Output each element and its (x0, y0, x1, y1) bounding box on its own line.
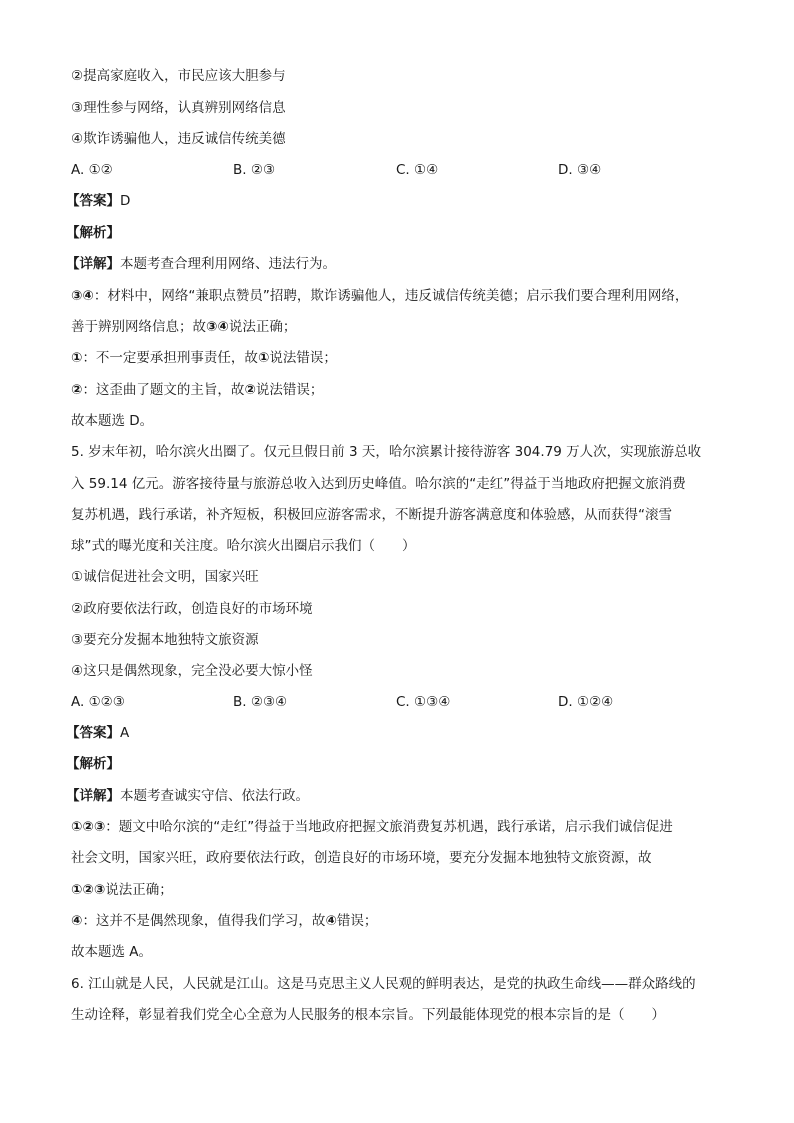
q5-explanation-line (71, 880, 734, 900)
q4-choice-item: ③理性参与网络，认真辨别网络信息 (71, 100, 286, 116)
explanation-text: 说法正确； (105, 882, 173, 898)
q4-choice-item: ④欺诈诱骗他人，违反诚信传统美德 (71, 131, 286, 147)
q5-stem-line: 入 59.14 亿元。游客接待量与旅游总收入达到历史峰值。哈尔滨的“走红”得益于当地政府把握文旅消费 (71, 476, 686, 492)
q5-detail-line (66, 786, 734, 806)
q4-choice-item: ②提高家庭收入，市民应该大胆参与 (71, 68, 286, 84)
analysis-tag: 【解析】 (66, 756, 120, 772)
explanation-marks: ③④ (71, 288, 94, 304)
explanation-marks: ② (71, 382, 83, 398)
q6-stem-line: 6. 江山就是人民，人民就是江山。这是马克思主义人民观的鲜明表达，是党的执政生命线——群众路线的 (71, 976, 696, 992)
explanation-marks: ④ (325, 913, 337, 929)
q5-stem-line: 复苏机遇，践行承诺，补齐短板，积极回应游客需求，不断提升游客满意度和体验感，从而获得“滚雪 (71, 507, 672, 523)
explanation-marks: ① (257, 350, 270, 366)
q5-choice-item: ①诚信促进社会文明，国家兴旺 (71, 569, 259, 585)
detail-text: 本题考查合理利用网络、违法行为。 (120, 256, 336, 272)
explanation-text: 错误； (336, 913, 378, 929)
answer-tag: 【答案】 (66, 725, 120, 741)
q4-option-a: A. ①② (71, 162, 113, 178)
explanation-text: 说法错误； (255, 382, 324, 398)
q5-option-c: C. ①③④ (396, 694, 451, 710)
q4-conclusion: 故本题选 D。 (71, 413, 154, 429)
q4-explanation-line (71, 380, 734, 400)
explanation-text: 说法正确； (228, 319, 297, 335)
q5-explanation-line (71, 911, 734, 931)
explanation-text: ：这歪曲了题文的主旨，故 (82, 382, 245, 398)
q4-explanation-line (71, 317, 734, 337)
explanation-text: ：材料中，网络“兼职点赞员”招聘，欺诈诱骗他人，违反诚信传统美德；启示我们要合理利用网络， (93, 288, 689, 304)
explanation-text: ：题文中哈尔滨的“走红”得益于当地政府把握文旅消费复苏机遇，践行承诺，启示我们诚信促进 (105, 819, 673, 835)
detail-text: 本题考查诚实守信、依法行政。 (120, 788, 309, 804)
explanation-marks: ③④ (206, 319, 229, 335)
answer-tag: 【答案】 (66, 193, 120, 209)
explanation-text: ：不一定要承担刑事责任，故 (82, 350, 258, 366)
explanation-marks: ② (244, 382, 256, 398)
answer-value: A (120, 725, 130, 741)
q5-option-d: D. ①②④ (558, 694, 614, 710)
q4-option-c: C. ①④ (396, 162, 439, 178)
q5-explanation-line (71, 817, 734, 837)
analysis-tag: 【解析】 (66, 225, 120, 241)
explanation-marks: ④ (71, 913, 83, 929)
q4-answer-line (66, 191, 734, 211)
explanation-text: 说法错误； (269, 350, 337, 366)
q5-option-a: A. ①②③ (71, 694, 125, 710)
q5-option-b: B. ②③④ (233, 694, 288, 710)
explanation-text: ：这并不是偶然现象，值得我们学习，故 (82, 913, 326, 929)
q6-stem-line: 生动诠释，彰显着我们党全心全意为人民服务的根本宗旨。下列最能体现党的根本宗旨的是（ ） (71, 1007, 665, 1023)
explanation-text: 善于辨别网络信息；故 (71, 319, 206, 335)
q4-option-b: B. ②③ (233, 162, 276, 178)
q5-answer-line (66, 723, 734, 743)
answer-value: D (120, 193, 131, 209)
q5-choice-item: ③要充分发掘本地独特文旅资源 (71, 632, 259, 648)
q5-stem-line: 5. 岁末年初，哈尔滨火出圈了。仅元旦假日前 3 天，哈尔滨累计接待游客 304.79 万人次，实现旅游总收 (71, 444, 702, 460)
q4-detail-line (66, 254, 734, 274)
q4-explanation-line (71, 286, 734, 306)
explanation-marks: ①②③ (71, 819, 106, 835)
q5-choice-item: ②政府要依法行政，创造良好的市场环境 (71, 601, 313, 617)
q5-conclusion: 故本题选 A。 (71, 944, 153, 960)
explanation-marks: ① (71, 350, 83, 366)
q4-explanation-line (71, 348, 734, 368)
detail-tag: 【详解】 (66, 256, 120, 272)
q5-explanation-line: 社会文明，国家兴旺，政府要依法行政，创造良好的市场环境，要充分发掘本地独特文旅资源，故 (71, 850, 652, 866)
q4-option-d: D. ③④ (558, 162, 602, 178)
q5-choice-item: ④这只是偶然现象，完全没必要大惊小怪 (71, 663, 313, 679)
detail-tag: 【详解】 (66, 788, 120, 804)
explanation-marks: ①②③ (71, 882, 106, 898)
q5-stem-line: 球”式的曝光度和关注度。哈尔滨火出圈启示我们（ ） (71, 538, 416, 554)
